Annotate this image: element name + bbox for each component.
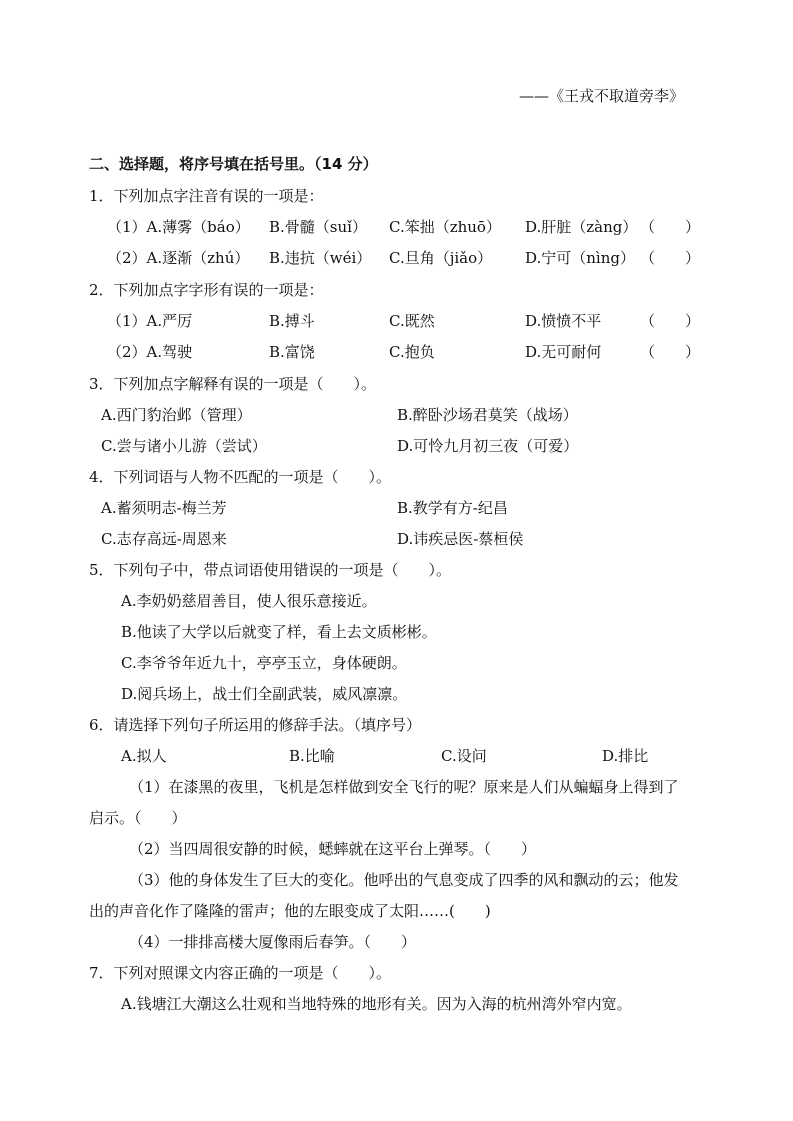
- q2-r1-c: C.既然: [389, 312, 435, 330]
- q6-option-a: A.拟人: [121, 747, 167, 765]
- q6-option-c: C.设问: [441, 747, 487, 765]
- q1-r1-b: B.骨髓（suǐ）: [269, 218, 367, 236]
- q2-r2-a: （2）A.驾驶: [107, 343, 193, 361]
- q7-option-a: A.钱塘江大潮这么壮观和当地特殊的地形有关。因为入海的杭州湾外窄内宽。: [121, 995, 632, 1013]
- q3-option-d: D.可怜九月初三夜（可爱）: [397, 437, 579, 455]
- q2-stem: 2．下列加点字字形有误的一项是：: [89, 281, 324, 299]
- q2-r2-c: C.抱负: [389, 343, 435, 361]
- poem-attribution: ——《王戎不取道旁李》: [519, 87, 685, 105]
- q1-r2-c: C.旦角（jiǎo）: [389, 249, 493, 267]
- q6-sentence-3-line-2[interactable]: 出的声音化作了隆隆的雷声；他的左眼变成了太阳……( ): [89, 902, 491, 920]
- q4-stem: 4．下列词语与人物不匹配的一项是（ ）。: [89, 468, 392, 486]
- q2-r1-b: B.搏斗: [269, 312, 315, 330]
- q4-option-a: A.蓄须明志-梅兰芳: [101, 499, 227, 517]
- q1-r1-a: （1）A.薄雾（báo）: [107, 218, 250, 236]
- q7-stem: 7．下列对照课文内容正确的一项是（ ）。: [89, 964, 392, 982]
- q3-option-b: B.醉卧沙场君莫笑（战场）: [397, 406, 578, 424]
- q6-sentence-3-line-1: （3）他的身体发生了巨大的变化。他呼出的气息变成了四季的风和飘动的云；他发: [129, 871, 679, 889]
- q6-sentence-2[interactable]: （2）当四周很安静的时候，蟋蟀就在这平台上弹琴。（ ）: [129, 840, 537, 858]
- q1-r1-d: D.肝脏（zàng）: [525, 218, 638, 236]
- q5-option-c: C.李爷爷年近九十，亭亭玉立，身体硬朗。: [121, 654, 407, 672]
- q3-stem: 3．下列加点字解释有误的一项是（ ）。: [89, 375, 377, 393]
- q6-option-b: B.比喻: [289, 747, 335, 765]
- q2-r2-b: B.富饶: [269, 343, 315, 361]
- q6-stem: 6．请选择下列句子所运用的修辞手法。（填序号）: [89, 716, 422, 734]
- q2-r1-answer-blank[interactable]: （ ）: [640, 312, 701, 330]
- q6-sentence-1-line-1: （1）在漆黑的夜里，飞机是怎样做到安全飞行的呢？原来是人们从蝙蝠身上得到了: [129, 778, 679, 796]
- q1-r1-answer-blank[interactable]: （ ）: [640, 218, 701, 236]
- q2-r2-d: D.无可耐何: [525, 343, 602, 361]
- q2-r1-a: （1）A.严厉: [107, 312, 193, 330]
- q6-sentence-4[interactable]: （4）一排排高楼大厦像雨后春笋。（ ）: [129, 933, 417, 951]
- q3-option-a: A.西门豹治邺（管理）: [101, 406, 252, 424]
- q2-r2-answer-blank[interactable]: （ ）: [640, 343, 701, 361]
- q1-stem: 1．下列加点字注音有误的一项是：: [89, 187, 324, 205]
- q1-r2-b: B.违抗（wéi）: [269, 249, 372, 267]
- q5-stem: 5．下列句子中，带点词语使用错误的一项是（ ）。: [89, 561, 452, 579]
- q2-r1-d: D.愤愤不平: [525, 312, 602, 330]
- q4-option-b: B.教学有方-纪昌: [397, 499, 508, 517]
- q1-r1-c: C.笨拙（zhuō）: [389, 218, 501, 236]
- q3-option-c: C.尝与诸小儿游（尝试）: [101, 437, 267, 455]
- q1-r2-answer-blank[interactable]: （ ）: [640, 249, 701, 267]
- q4-option-c: C.志存高远-周恩来: [101, 530, 227, 548]
- q6-sentence-1-line-2[interactable]: 启示。（ ）: [89, 809, 187, 827]
- q6-option-d: D.排比: [602, 747, 649, 765]
- q4-option-d: D.讳疾忌医-蔡桓侯: [397, 530, 524, 548]
- q5-option-b: B.他读了大学以后就变了样，看上去文质彬彬。: [121, 623, 437, 641]
- q5-option-d: D.阅兵场上，战士们全副武装，威风凛凛。: [121, 685, 408, 703]
- q1-r2-d: D.宁可（nìng）: [525, 249, 635, 267]
- q5-option-a: A.李奶奶慈眉善目，使人很乐意接近。: [121, 592, 377, 610]
- q1-r2-a: （2）A.逐渐（zhú）: [107, 249, 250, 267]
- section-title: 二、选择题，将序号填在括号里。（14 分）: [89, 155, 378, 173]
